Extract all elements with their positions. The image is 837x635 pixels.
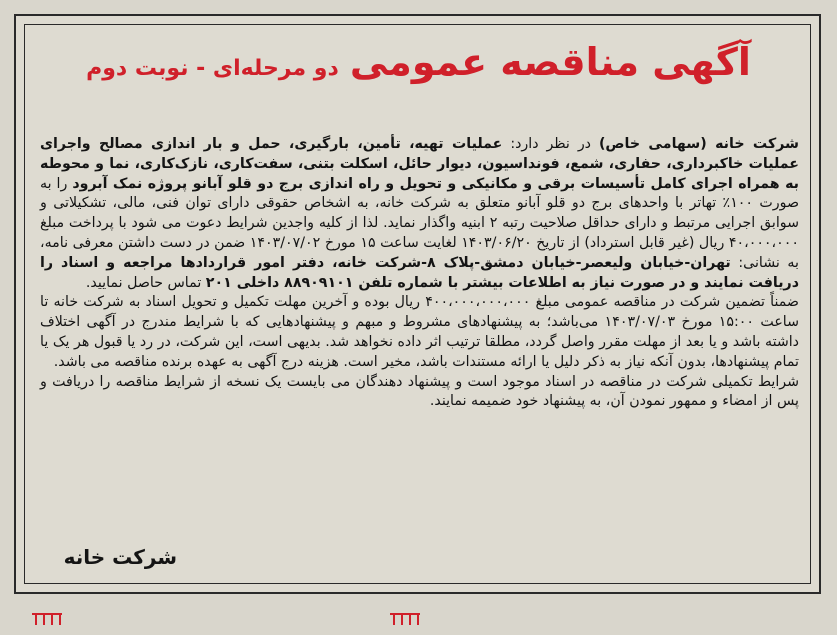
paragraph-1 [40,135,799,293]
corner-ornament-icon [388,612,422,626]
scope-of-work: عملیات تهیه، تأمین، بارگیری، حمل و بار اندازی مصالح واجرای عملیات خاکبرداری، حفاری، شمع، فونداسیون، دیوار حائل، اسکلت بتنی، سفت‌کاری، نازک‌کاری، نما و محوطه به همراه اجرای کامل تأسیسات برقی و مکانیکی و تحویل و راه اندازی برج دو قلو آبانو پروژه نمک آبرود [40,136,800,192]
address-tail: تماس حاصل نمایید. [85,274,206,291]
ad-title: آگهی مناقصه عمومی [349,40,751,84]
address-and-contact: تهران-خیابان ولیعصر-خیابان دمشق-پلاک ۸-شرکت خانه، دفتر امور قراردادها مراجعه و اسناد را دریافت نمایند و در صورت نیاز به اطلاعات بیشتر با شماره تلفن ۸۸۹۰۹۱۰۱ داخلی ۲۰۱ [40,254,799,291]
ad-subtitle: دو مرحله‌ای - نوبت دوم [86,56,339,81]
scope-tail: را به صورت ۱۰۰٪ تهاتر با واحدهای برج دو قلو آبانو متعلق به شرکت خانه، به اشخاص حقوقی دارای توان فنی، مالی، تشکیلاتی و سوابق اجرایی مرتبط و دارای حداقل صلاحیت رتبه ۲ ابنیه واگذار نماید. لذا از کلیه واجدین شرایط دعوت می شود با پرداخت مبلغ ۴۰،۰۰۰،۰۰۰ ریال (غیر قابل استرداد) از تاریخ ۱۴۰۳/۰۶/۲۰ لغایت ساعت ۱۵ مورخ ۱۴۰۳/۰۷/۰۲ ضمن در دست داشتن معرفی نامه، به نشانی: [40,175,800,271]
company-name-bold: شرکت خانه (سهامی خاص) [598,136,799,152]
ad-body [40,135,799,412]
signature: شرکت خانه [63,545,177,569]
paragraph-2: ضمناً تضمین شرکت در مناقصه عمومی مبلغ ۴۰۰،۰۰۰،۰۰۰،۰۰۰ ریال بوده و آخرین مهلت تکمیل و تحویل اسناد به شرکت خانه تا ساعت ۱۵:۰۰ مورخ ۱۴۰۳/۰۷/۰۳ می‌باشد؛ به پیشنهادهای مشروط و مبهم و پیشنهادهایی که با شرایط مندرج در آگهی اختلاف داشته باشد و یا بعد از مهلت مقرر واصل گردد، مطلقا ترتیب اثر داده نخواهد شد. بدیهی است، این شرکت، در رد یا قبول هر یک یا تمام پیشنهادها، بدون آنکه نیاز به ذکر دلیل یا ارائه مستندات باشد، مخیر است. هزینه درج آگهی به عهده برنده مناقصه می باشد. [40,294,799,370]
intro-text: در نظر دارد: [502,136,599,152]
paragraph-3: شرایط تکمیلی شرکت در مناقصه در اسناد موجود است و پیشنهاد دهندگان می بایست یک نسخه از شرایط مناقصه را دریافت و پس از امضاء و ممهور نمودن آن، به پیشنهاد خود ضمیمه نمایند. [40,373,799,410]
ad-header [0,40,837,84]
corner-ornament-icon [30,612,64,626]
